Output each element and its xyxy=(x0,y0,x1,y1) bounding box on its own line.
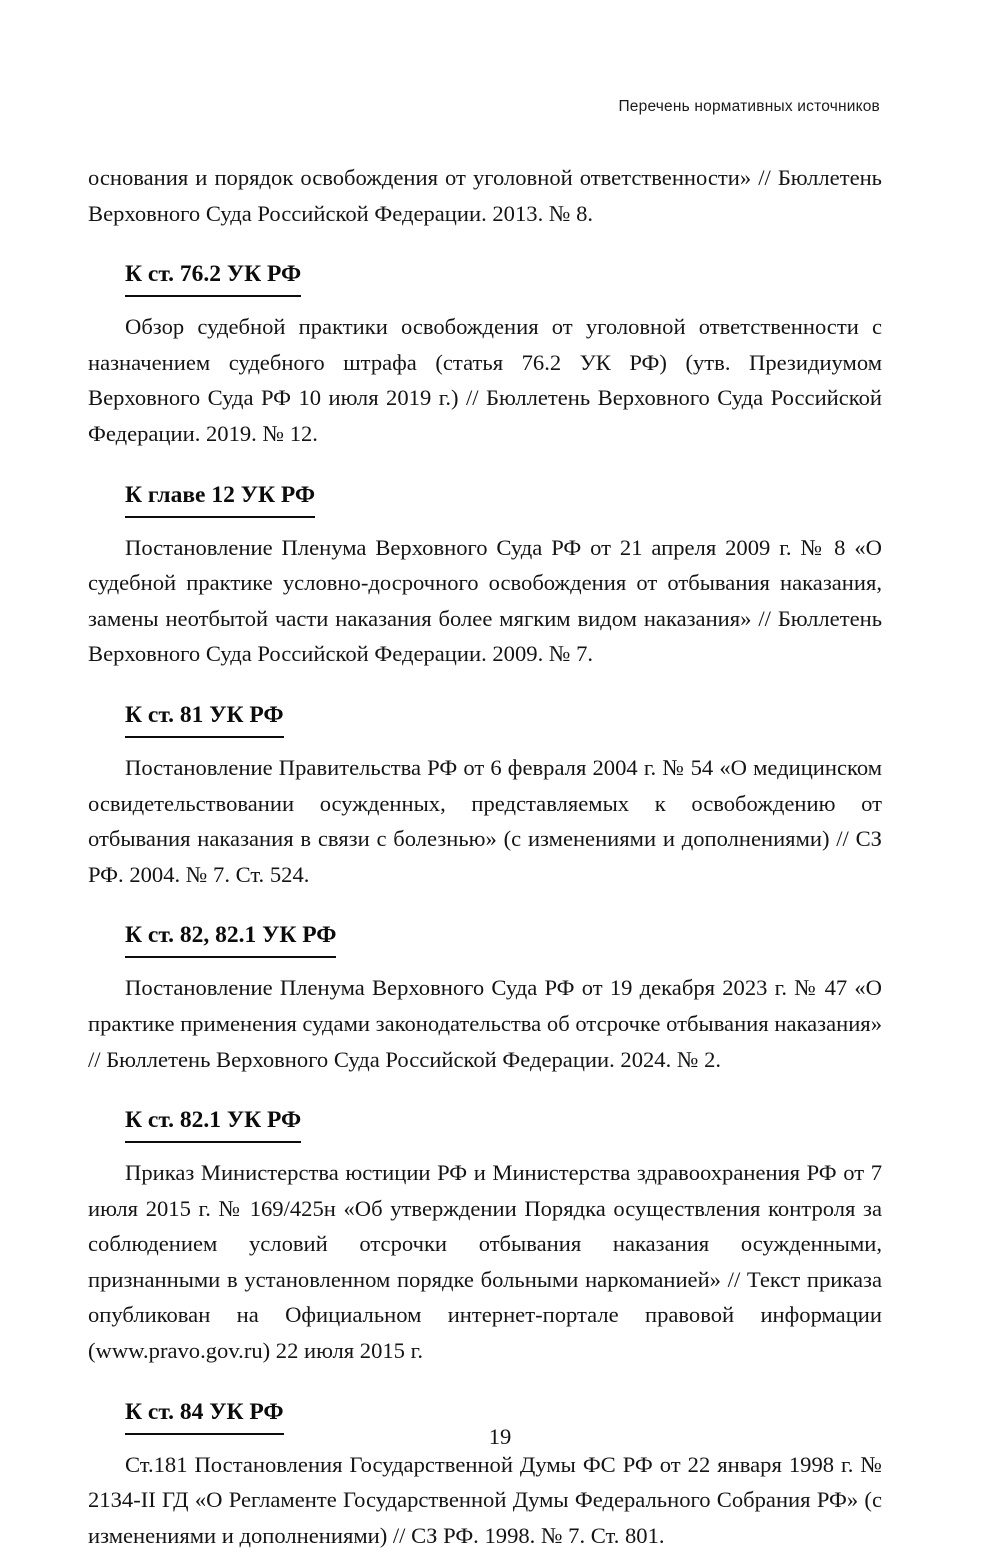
spacer xyxy=(88,672,882,698)
body-paragraph: Постановление Пленума Верховного Суда РФ от 21 апреля 2009 г. № 8 «О судебной практике условно-досрочного освобождения от отбывания наказания, замены неотбытой части наказания более мягким видом наказания» // Бюллетень Верховного Суда Российской Федерации. 2009. № 7. xyxy=(88,534,882,667)
page-number: 19 xyxy=(488,1424,512,1449)
section-heading xyxy=(88,1103,882,1143)
spacer xyxy=(88,1369,882,1395)
section-heading-label: К ст. 76.2 УК РФ xyxy=(125,257,301,297)
section-heading xyxy=(88,698,882,738)
spacer xyxy=(88,1143,882,1155)
spacer xyxy=(88,738,882,750)
spacer xyxy=(88,231,882,257)
spacer xyxy=(88,892,882,918)
running-head: Перечень нормативных источников xyxy=(618,98,880,115)
body-paragraph: Обзор судебной практики освобождения от уголовной ответственности с назначением судебного штрафа (статья 76.2 УК РФ) (утв. Президиумом Верховного Суда РФ 10 июля 2019 г.) // Бюллетень Верховного Суда Российской Федерации. 2019. № 12. xyxy=(88,314,882,446)
section-heading-label: К ст. 82, 82.1 УК РФ xyxy=(125,918,336,958)
section-heading-label: К главе 12 УК РФ xyxy=(125,478,315,518)
spacer xyxy=(88,1077,882,1103)
section-heading xyxy=(88,918,882,958)
body-paragraph: Приказ Министерства юстиции РФ и Министерства здравоохранения РФ от 7 июля 2015 г. № 169/425н «Об утверждении Порядка осуществления контроля за соблюдением условий отсрочки отбывания наказания осужденными, признанными в установленном порядке больными наркоманией» // Текст приказа опубликован на Официальном интернет-портале правовой информации (www.pravo.gov.ru) 22 июля 2015 г. xyxy=(88,1160,882,1364)
page-body xyxy=(88,160,882,1552)
section-heading-label: К ст. 82.1 УК РФ xyxy=(125,1103,301,1143)
section-heading-label: К ст. 84 УК РФ xyxy=(125,1395,284,1435)
spacer xyxy=(88,518,882,530)
body-paragraph: Постановление Правительства РФ от 6 февраля 2004 г. № 54 «О медицинском освидетельствовании осужденных, представляемых к освобождению от отбывания наказания в связи с болезнью» (с изменениями и дополнениями) // СЗ РФ. 2004. № 7. Ст. 524. xyxy=(88,754,882,887)
section-heading xyxy=(88,257,882,297)
spacer xyxy=(88,452,882,478)
spacer xyxy=(88,297,882,309)
body-paragraph: основания и порядок освобождения от уголовной ответственности» // Бюллетень Верховного Суда Российской Федерации. 2013. № 8. xyxy=(88,165,882,226)
body-paragraph: Постановление Пленума Верховного Суда РФ от 19 декабря 2023 г. № 47 «О практике применения судами законодательства об отсрочке отбывания наказания» // Бюллетень Верховного Суда Российской Федерации. 2024. № 2. xyxy=(88,975,882,1072)
section-heading-label: К ст. 81 УК РФ xyxy=(125,698,284,738)
section-heading xyxy=(88,478,882,518)
body-paragraph: Ст.181 Постановления Государственной Думы ФС РФ от 22 января 1998 г. № 2134-II ГД «О Регламенте Государственной Думы Федерального Собрания РФ» (с изменениями и дополнениями) // СЗ РФ. 1998. № 7. Ст. 801. xyxy=(88,1451,882,1548)
spacer xyxy=(88,958,882,970)
